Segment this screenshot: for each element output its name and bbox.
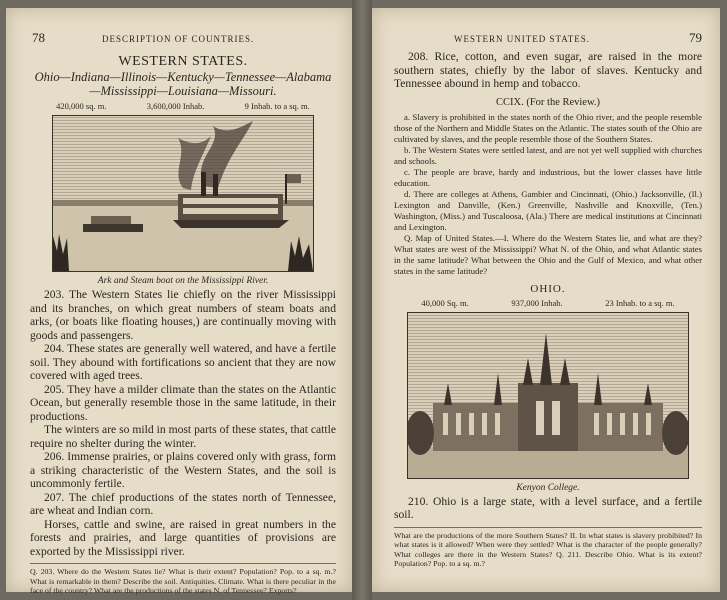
para-206: 206. Immense prairies, or plains covered only with grass, form a striking characteristic of the Western States, and the soil is uncommonly fertile. <box>30 450 336 490</box>
stat-density: 9 Inhab. to a sq. m. <box>244 101 310 111</box>
right-questions-rule <box>394 527 702 528</box>
review-b: b. The Western States were settled latest, and are not yet well supplied with churches and schools. <box>394 144 702 166</box>
para-204: 204. These states are generally well watered, and have a fertile soil. They abound with fortifications so ancient that they are now covered with aged trees. <box>30 342 336 382</box>
left-running-head <box>30 30 336 50</box>
left-page-number: 78 <box>32 30 45 45</box>
steamboat-illustration <box>53 116 313 271</box>
para-210: 210. Ohio is a large state, with a level surface, and a fertile soil. <box>394 494 702 521</box>
ohio-stats <box>400 298 696 308</box>
steamboat-engraving <box>52 115 314 272</box>
para-203: 203. The Western States lie chiefly on the river Mississippi and its branches, on which great numbers of steam boats and arks, (or boats like floating houses,) are continually moving with goods and passengers. <box>30 288 336 342</box>
review-c: c. The people are brave, hardy and industrious, but the lower classes have little education. <box>394 166 702 188</box>
stat-area: 420,000 sq. m. <box>56 101 107 111</box>
left-page <box>6 8 352 596</box>
right-questions: What are the productions of the more Southern States? II. In what states is slavery prohibited? In what states is it allowed? When were they settled? What is the character of the people generally? What colleges are there in the Western States? Q. 211. Describe Ohio. What is its extent? Population? Pop. to a sq. m.? <box>394 530 702 569</box>
ohio-stat-inhabitants: 937,000 Inhab. <box>511 297 563 308</box>
ccix-heading: CCIX. (For the Review.) <box>495 96 600 108</box>
review-map-question: Q. Map of United States.—I. Where do the Western States lie, and what are they? What states are west of the Mississippi? What N. of the Ohio, and what Atlantic states in the same latitude? What between the Ohio and the Gulf of Mexico, and what other states in the same latitude? <box>394 232 702 276</box>
left-questions-rule <box>30 563 336 564</box>
ohio-stat-density: 23 Inhab. to a sq. m. <box>605 297 675 308</box>
right-page <box>372 8 720 592</box>
states-list: Ohio—Indiana—Illinois—Kentucky—Tennessee—Alabama—Mississippi—Louisiana—Missouri. <box>34 70 332 98</box>
para-205: 205. They have a milder climate than the states on the Atlantic Ocean, but generally resemble those in the same latitude, in their productions. <box>30 382 336 423</box>
para-livestock: Horses, cattle and swine, are raised in great numbers in the forests and prairies, and large quantities of provisions are exported by the Mississippi river. <box>30 517 336 558</box>
review-d: d. There are colleges at Athens, Gambier and Cincinnati, (Ohio.) Jacksonville, (Il.) Lexington and Danville, (Ken.) Greenville, Nashville and Knoxville, (Ten.) Washington, (Miss.) and Tuscaloosa, (Ala.) There are medical institutions at Cincinnati and Lexington. <box>394 188 702 232</box>
right-running-title: WESTERN UNITED STATES. <box>454 34 591 44</box>
left-questions: Q. 203. Where do the Western States lie? What is their extent? Population? Pop. to a sq. m.? What is remarkable in them? Describe the soil. Antiquities. Climate. What is there peculiar in the face of the country? What are the productions of the states N. of Tennessee? Exports? <box>30 567 336 596</box>
para-winters: The winters are so mild in most parts of these states, that cattle require no shelter during the winter. <box>30 423 336 450</box>
steamboat-caption: Ark and Steam boat on the Mississippi River. <box>97 276 269 286</box>
ohio-heading: OHIO. <box>530 282 566 295</box>
para-208: 208. Rice, cotton, and even sugar, are raised in the more southern states, chiefly by the labor of slaves. Kentucky and Tennessee abound in hemp and tobacco. <box>394 50 702 90</box>
kenyon-college-engraving <box>407 312 689 479</box>
western-states-title: WESTERN STATES. <box>118 54 248 69</box>
kenyon-caption: Kenyon College. <box>516 482 580 493</box>
kenyon-college-illustration <box>408 313 688 478</box>
western-stats <box>36 101 330 111</box>
right-page-number: 79 <box>689 30 702 45</box>
ohio-stat-area: 40,000 Sq. m. <box>421 297 469 308</box>
stat-inhabitants: 3,600,000 Inhab. <box>146 101 205 111</box>
left-running-title: DESCRIPTION OF COUNTRIES. <box>102 34 255 44</box>
para-207: 207. The chief productions of the states north of Tennessee, are wheat and Indian corn. <box>30 490 336 517</box>
right-running-head <box>394 30 702 50</box>
book-gutter <box>352 0 372 600</box>
review-a: a. Slavery is prohibited in the states north of the Ohio river, and the people resemble those of the Northern and Middle States on the Atlantic. The states south of the Ohio are cultivated by slaves, and the people resemble those of the Southern States. <box>394 111 702 144</box>
